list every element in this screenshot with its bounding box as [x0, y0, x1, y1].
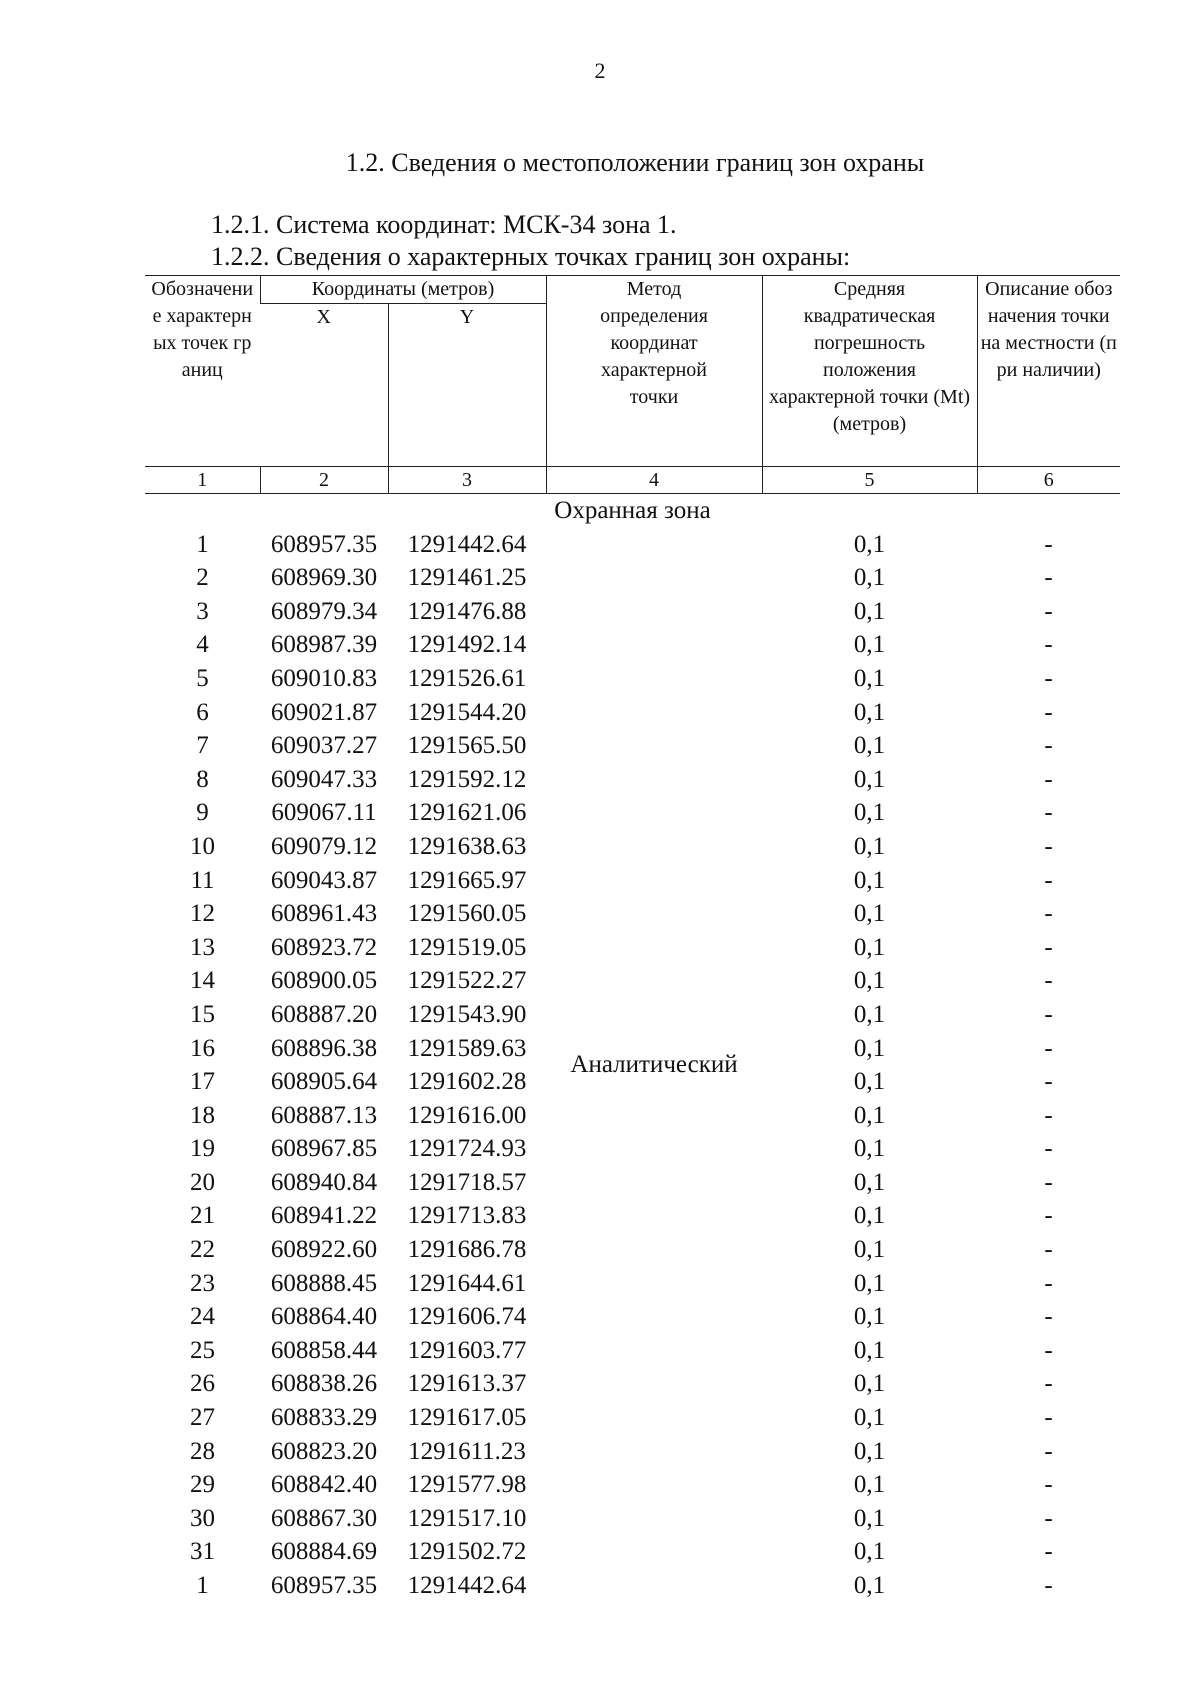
error-value: 0,1: [853, 1336, 886, 1364]
description-value: -: [1044, 1572, 1053, 1599]
description-value: -: [1044, 900, 1053, 928]
point-number: 27: [190, 1404, 215, 1432]
error-value: 0,1: [853, 1202, 886, 1230]
x-coordinate: 608957.35: [270, 530, 378, 558]
header-y: Y: [388, 304, 546, 467]
y-coordinate: 1291519.05: [407, 933, 527, 961]
y-coordinate: 1291617.05: [407, 1404, 527, 1432]
x-coordinate: 608961.43: [270, 900, 378, 928]
x-coordinate: 609037.27: [270, 732, 378, 760]
y-coordinate: 1291522.27: [407, 967, 527, 995]
header-method: Метод определения координат характерной точки: [546, 276, 762, 467]
column-number: 4: [546, 467, 762, 494]
x-coordinate: 608900.05: [270, 967, 378, 995]
x-coordinate: 609047.33: [270, 765, 378, 793]
x-coordinate: 608864.40: [270, 1303, 378, 1331]
error-value: 0,1: [853, 1068, 886, 1096]
y-coordinate: 1291442.64: [407, 1572, 527, 1599]
error-value: 0,1: [853, 698, 886, 726]
error-value: 0,1: [853, 900, 886, 928]
description-value: -: [1044, 1034, 1053, 1062]
y-coordinate: 1291544.20: [407, 698, 527, 726]
description-value: -: [1044, 732, 1053, 760]
error-value: 0,1: [853, 1000, 886, 1028]
point-number: 19: [190, 1135, 215, 1163]
description-value: -: [1044, 1504, 1053, 1532]
description-value: -: [1044, 933, 1053, 961]
x-coordinate: 608905.64: [270, 1068, 378, 1096]
error-value: 0,1: [853, 1370, 886, 1398]
description-value: -: [1044, 1202, 1053, 1230]
description-value: -: [1044, 698, 1053, 726]
y-coordinate: 1291442.64: [407, 530, 527, 558]
description-value: -: [1044, 1068, 1053, 1096]
error-value: 0,1: [853, 1504, 886, 1532]
error-value: 0,1: [853, 866, 886, 894]
point-number: 25: [190, 1336, 215, 1364]
point-number: 10: [190, 832, 215, 860]
error-value: 0,1: [853, 1269, 886, 1297]
x-coordinate: 609079.12: [270, 832, 378, 860]
error-value: 0,1: [853, 1168, 886, 1196]
point-number: 5: [196, 664, 209, 692]
column-number: 2: [260, 467, 388, 494]
y-coordinate: 1291638.63: [407, 832, 527, 860]
y-coordinate: 1291602.28: [407, 1068, 527, 1096]
point-number: 4: [196, 631, 209, 659]
section-title: 1.2. Сведения о местоположении границ зон охраны: [345, 148, 925, 177]
error-value: 0,1: [853, 597, 886, 625]
error-value: 0,1: [853, 799, 886, 827]
point-number: 29: [190, 1471, 215, 1499]
error-value: 0,1: [853, 1236, 886, 1264]
x-coordinate: 608842.40: [270, 1471, 378, 1499]
y-coordinate: 1291476.88: [407, 597, 527, 625]
header-x: X: [316, 306, 331, 328]
error-value: 0,1: [853, 530, 886, 558]
description-value: -: [1044, 1336, 1053, 1364]
x-coordinate: 608896.38: [270, 1034, 378, 1062]
error-value: 0,1: [853, 732, 886, 760]
y-coordinate: 1291577.98: [407, 1471, 527, 1499]
description-value: -: [1044, 1000, 1053, 1028]
point-number: 23: [190, 1269, 215, 1297]
x-coordinate: 608979.34: [270, 597, 378, 625]
y-coordinate: 1291543.90: [407, 1000, 527, 1028]
description-value: -: [1044, 631, 1053, 659]
description-value: -: [1044, 832, 1053, 860]
y-coordinate: 1291517.10: [407, 1504, 527, 1532]
description-value: -: [1044, 664, 1053, 692]
error-value: 0,1: [853, 933, 886, 961]
column-number: 5: [762, 467, 977, 494]
coordinate-system-line: 1.2.1. Система координат: МСК-34 зона 1.: [211, 210, 677, 239]
description-value: -: [1044, 1236, 1053, 1264]
description-value: -: [1044, 1404, 1053, 1432]
y-coordinate: 1291606.74: [407, 1303, 527, 1331]
point-number: 9: [196, 799, 209, 827]
x-coordinate: 608867.30: [270, 1504, 378, 1532]
x-coordinate: 608838.26: [270, 1370, 378, 1398]
point-number: 31: [190, 1538, 215, 1566]
x-coordinate: 608987.39: [270, 631, 378, 659]
y-coordinate: 1291589.63: [407, 1034, 527, 1062]
column-number: 6: [977, 467, 1120, 494]
x-coordinate: 608833.29: [270, 1404, 378, 1432]
error-value: 0,1: [853, 1471, 886, 1499]
point-number: 12: [190, 900, 215, 928]
x-coordinate: 608884.69: [270, 1538, 378, 1566]
description-value: -: [1044, 1168, 1053, 1196]
point-number: 17: [190, 1068, 215, 1096]
y-coordinate: 1291560.05: [407, 900, 527, 928]
description-value: -: [1044, 799, 1053, 827]
description-value: -: [1044, 967, 1053, 995]
x-coordinate: 608940.84: [270, 1168, 378, 1196]
error-value: 0,1: [853, 1034, 886, 1062]
point-number: 7: [196, 732, 209, 760]
header-error: Средняя квадратическая погрешность положения характерной точки (Mt) (метров): [762, 276, 977, 467]
description-value: -: [1044, 1370, 1053, 1398]
x-coordinate: 608957.35: [270, 1572, 378, 1599]
x-coordinate: 608941.22: [270, 1202, 378, 1230]
error-value: 0,1: [853, 664, 886, 692]
point-number: 21: [190, 1202, 215, 1230]
point-number: 6: [196, 698, 209, 726]
description-value: -: [1044, 1538, 1053, 1566]
error-value: 0,1: [853, 1135, 886, 1163]
x-coordinate: 609043.87: [270, 866, 378, 894]
description-value: -: [1044, 1303, 1053, 1331]
y-coordinate: 1291526.61: [407, 664, 527, 692]
y-coordinate: 1291644.61: [407, 1269, 527, 1297]
y-coordinate: 1291616.00: [407, 1101, 527, 1129]
y-coordinate: 1291461.25: [407, 564, 527, 592]
point-number: 18: [190, 1101, 215, 1129]
description-value: -: [1044, 564, 1053, 592]
description-value: -: [1044, 1471, 1053, 1499]
y-coordinate: 1291686.78: [407, 1236, 527, 1264]
point-number: 14: [190, 967, 215, 995]
header-coordinates: Координаты (метров): [260, 276, 546, 304]
y-coordinate: 1291611.23: [408, 1437, 526, 1465]
description-value: -: [1044, 1269, 1053, 1297]
x-coordinate: 608887.20: [270, 1000, 378, 1028]
point-number: 1: [196, 530, 209, 558]
point-number: 1: [196, 1572, 209, 1599]
points-heading: 1.2.2. Сведения о характерных точках границ зон охраны:: [211, 242, 851, 271]
coordinates-table: [145, 275, 1120, 1603]
y-coordinate: 1291621.06: [407, 799, 527, 827]
x-coordinate: 608823.20: [270, 1437, 378, 1465]
error-value: 0,1: [853, 1303, 886, 1331]
page-number: 2: [594, 58, 606, 83]
error-value: 0,1: [853, 1101, 886, 1129]
point-number: 2: [196, 564, 209, 592]
y-coordinate: 1291665.97: [407, 866, 527, 894]
y-coordinate: 1291713.83: [407, 1202, 527, 1230]
point-number: 28: [190, 1437, 215, 1465]
x-coordinate: 608922.60: [270, 1236, 378, 1264]
point-number: 13: [190, 933, 215, 961]
y-coordinate: 1291603.77: [407, 1336, 527, 1364]
description-value: -: [1044, 530, 1053, 558]
zone-title: Охранная зона: [554, 497, 711, 524]
point-number: 26: [190, 1370, 215, 1398]
point-number: 30: [190, 1504, 215, 1532]
error-value: 0,1: [853, 1437, 886, 1465]
y-coordinate: 1291502.72: [407, 1538, 527, 1566]
column-number: 3: [388, 467, 546, 494]
y-coordinate: 1291724.93: [407, 1135, 527, 1163]
error-value: 0,1: [853, 1404, 886, 1432]
x-coordinate: 608923.72: [270, 933, 378, 961]
table-row: [145, 528, 1120, 562]
error-value: 0,1: [853, 765, 886, 793]
description-value: -: [1044, 1101, 1053, 1129]
column-number: 1: [145, 467, 260, 494]
point-number: 24: [190, 1303, 215, 1331]
error-value: 0,1: [853, 564, 886, 592]
header-point-designation: Обозначение характерных точек границ: [145, 276, 260, 467]
point-number: 15: [190, 1000, 215, 1028]
error-value: 0,1: [853, 631, 886, 659]
x-coordinate: 609067.11: [271, 799, 377, 827]
description-value: -: [1044, 765, 1053, 793]
error-value: 0,1: [853, 967, 886, 995]
point-number: 22: [190, 1236, 215, 1264]
description-value: -: [1044, 1135, 1053, 1163]
point-number: 8: [196, 765, 209, 793]
x-coordinate: 608967.85: [270, 1135, 378, 1163]
y-coordinate: 1291718.57: [407, 1168, 527, 1196]
x-coordinate: 608888.45: [270, 1269, 378, 1297]
x-coordinate: 609010.83: [270, 664, 378, 692]
point-number: 16: [190, 1034, 215, 1062]
point-number: 11: [190, 866, 215, 894]
y-coordinate: 1291565.50: [407, 732, 527, 760]
x-coordinate: 608969.30: [270, 564, 378, 592]
description-value: -: [1044, 1437, 1053, 1465]
x-coordinate: 609021.87: [270, 698, 378, 726]
y-coordinate: 1291592.12: [407, 765, 527, 793]
y-coordinate: 1291492.14: [407, 631, 527, 659]
error-value: 0,1: [853, 1572, 886, 1599]
x-coordinate: 608887.13: [270, 1101, 378, 1129]
error-value: 0,1: [853, 832, 886, 860]
y-coordinate: 1291613.37: [407, 1370, 527, 1398]
method-value: Аналитический: [570, 1051, 738, 1079]
description-value: -: [1044, 866, 1053, 894]
x-coordinate: 608858.44: [270, 1336, 378, 1364]
point-number: 3: [196, 597, 209, 625]
header-description: Описание обозначения точки на местности (при наличии): [977, 276, 1120, 467]
description-value: -: [1044, 597, 1053, 625]
point-number: 20: [190, 1168, 215, 1196]
error-value: 0,1: [853, 1538, 886, 1566]
